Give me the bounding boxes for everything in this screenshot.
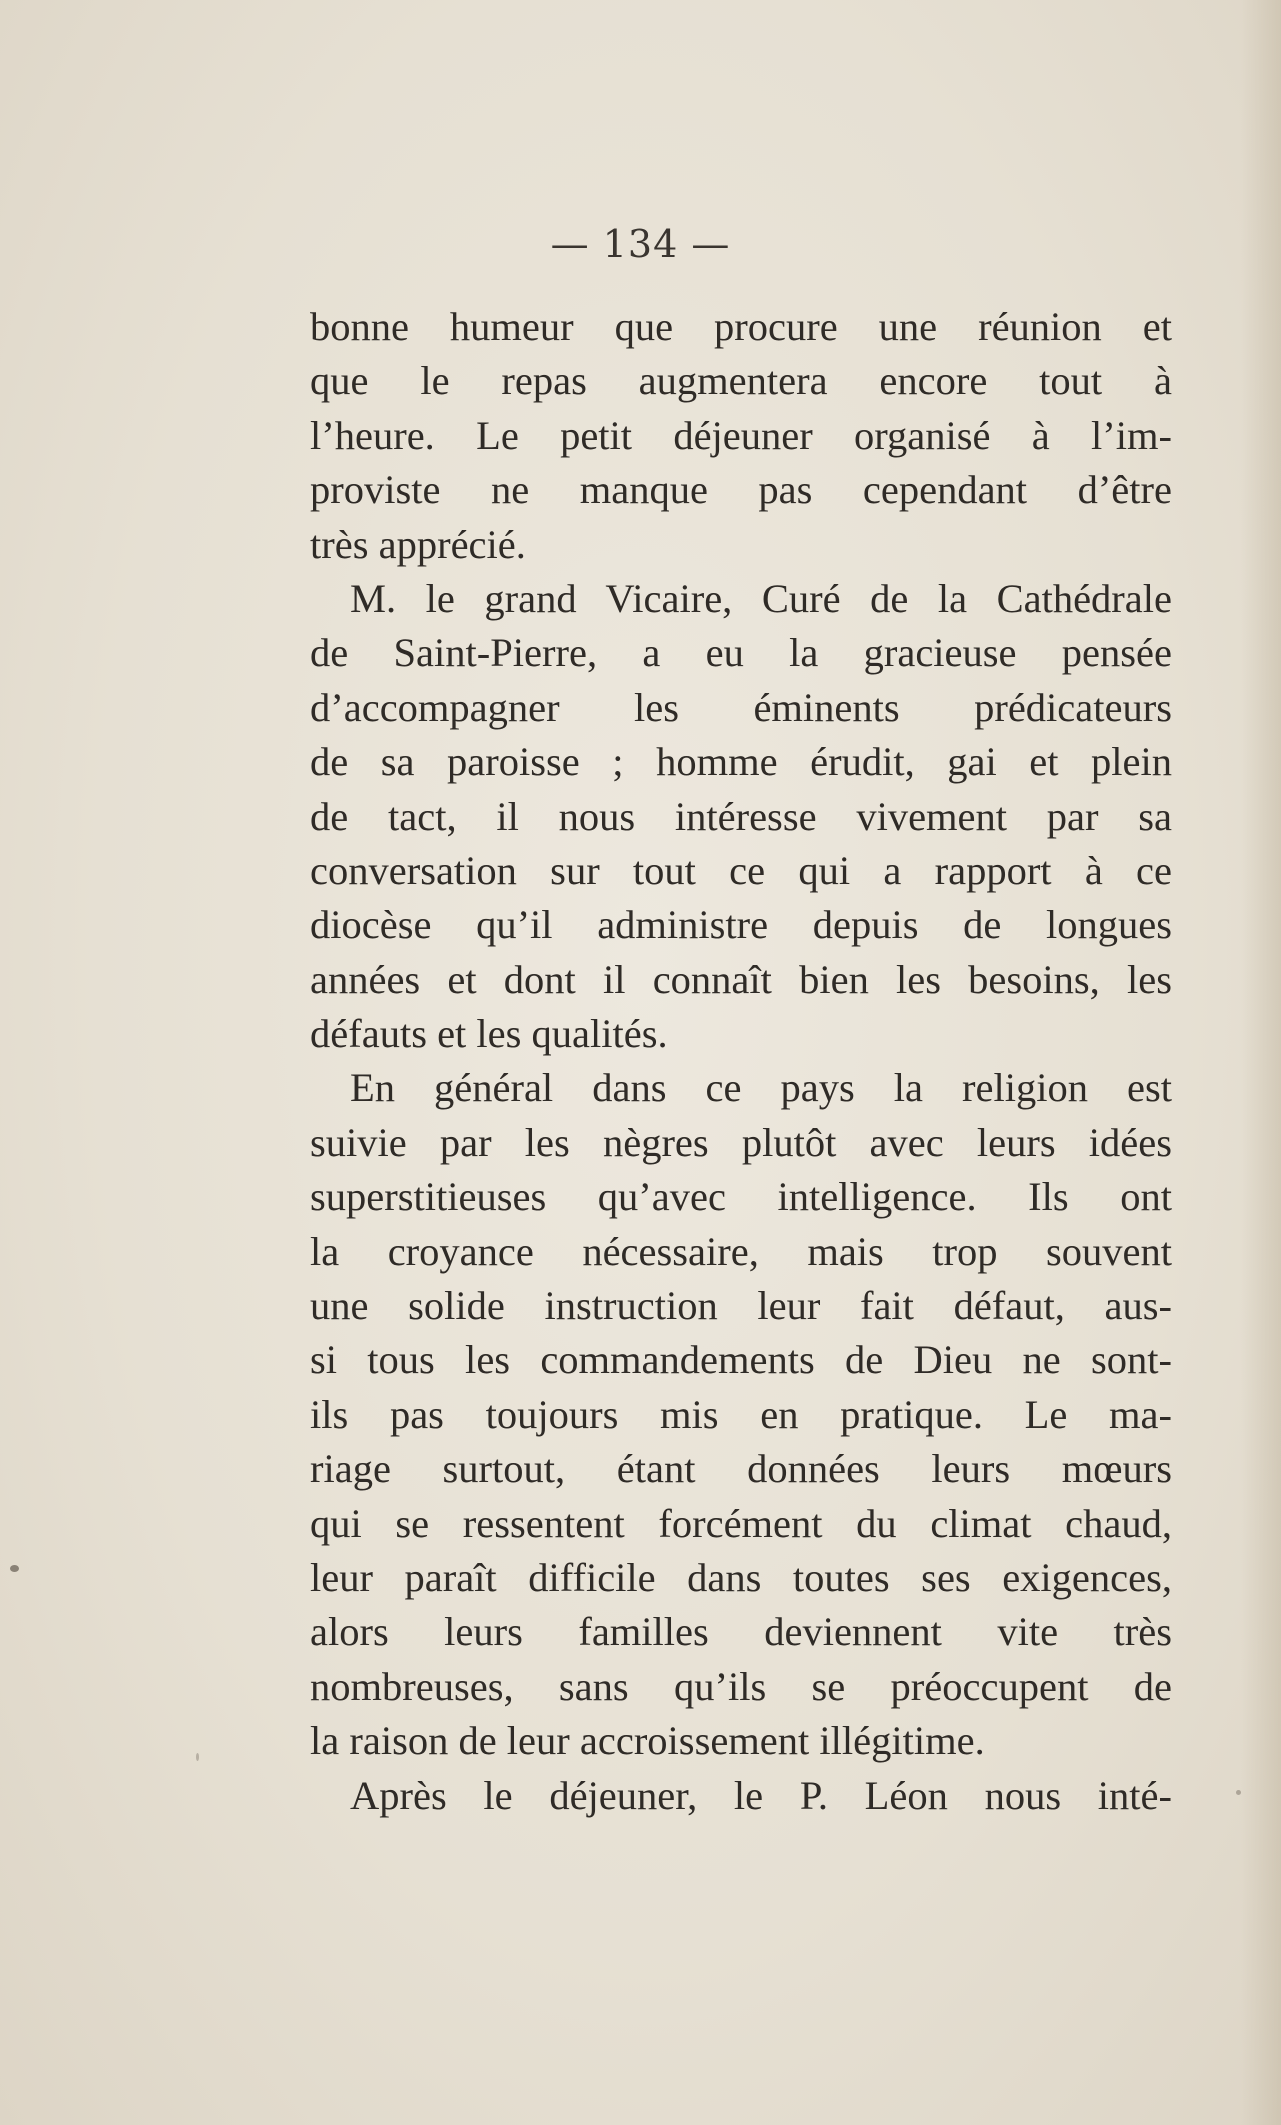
- text-line: très apprécié.: [310, 521, 526, 567]
- text-line: riage surtout, étant données leurs mœurs: [310, 1446, 1172, 1492]
- paper-speck: [196, 1753, 199, 1761]
- text-line: de tact, il nous intéresse vivement par sa: [310, 793, 1172, 839]
- text-line: l’heure. Le petit déjeuner organisé à l’im-: [310, 412, 1172, 458]
- text-line: superstitieuses qu’avec intelligence. Ils ont: [310, 1174, 1172, 1220]
- text-line: En général dans ce pays la religion est: [350, 1065, 1172, 1111]
- text-line: diocèse qu’il administre depuis de longues: [310, 902, 1172, 948]
- text-line: que le repas augmentera encore tout à: [310, 358, 1172, 404]
- text-line: une solide instruction leur fait défaut, aus-: [310, 1283, 1172, 1329]
- text-line: qui se ressentent forcément du climat chaud,: [310, 1500, 1172, 1546]
- text-line: suivie par les nègres plutôt avec leurs idées: [310, 1119, 1172, 1165]
- page-edge-shadow: [1241, 0, 1281, 2125]
- text-line: de Saint-Pierre, a eu la gracieuse pensée: [310, 630, 1172, 676]
- text-line: la raison de leur accroissement illégitime.: [310, 1718, 985, 1764]
- text-line: alors leurs familles deviennent vite très: [310, 1609, 1172, 1655]
- text-line: ils pas toujours mis en pratique. Le ma-: [310, 1391, 1172, 1437]
- text-line: conversation sur tout ce qui a rapport à ce: [310, 847, 1172, 893]
- paper-speck: [1236, 1790, 1241, 1795]
- body-text: [310, 300, 1172, 1823]
- text-line: la croyance nécessaire, mais trop souvent: [310, 1228, 1172, 1274]
- paper-speck: [10, 1565, 19, 1572]
- text-line: proviste ne manque pas cependant d’être: [310, 467, 1172, 513]
- text-line: leur paraît difficile dans toutes ses exigences,: [310, 1554, 1172, 1600]
- text-line: si tous les commandements de Dieu ne sont-: [310, 1337, 1172, 1383]
- text-line: bonne humeur que procure une réunion et: [310, 304, 1172, 349]
- text-line: nombreuses, sans qu’ils se préoccupent de: [310, 1663, 1172, 1709]
- text-line: défauts et les qualités.: [310, 1011, 668, 1057]
- page-number: — 134 —: [550, 222, 731, 266]
- text-line: d’accompagner les éminents prédicateurs: [310, 684, 1172, 730]
- text-line: M. le grand Vicaire, Curé de la Cathédrale: [350, 575, 1172, 621]
- text-line: années et dont il connaît bien les besoins, les: [310, 956, 1172, 1002]
- text-line: de sa paroisse ; homme érudit, gai et plein: [310, 739, 1172, 785]
- text-line: Après le déjeuner, le P. Léon nous inté-: [350, 1772, 1172, 1818]
